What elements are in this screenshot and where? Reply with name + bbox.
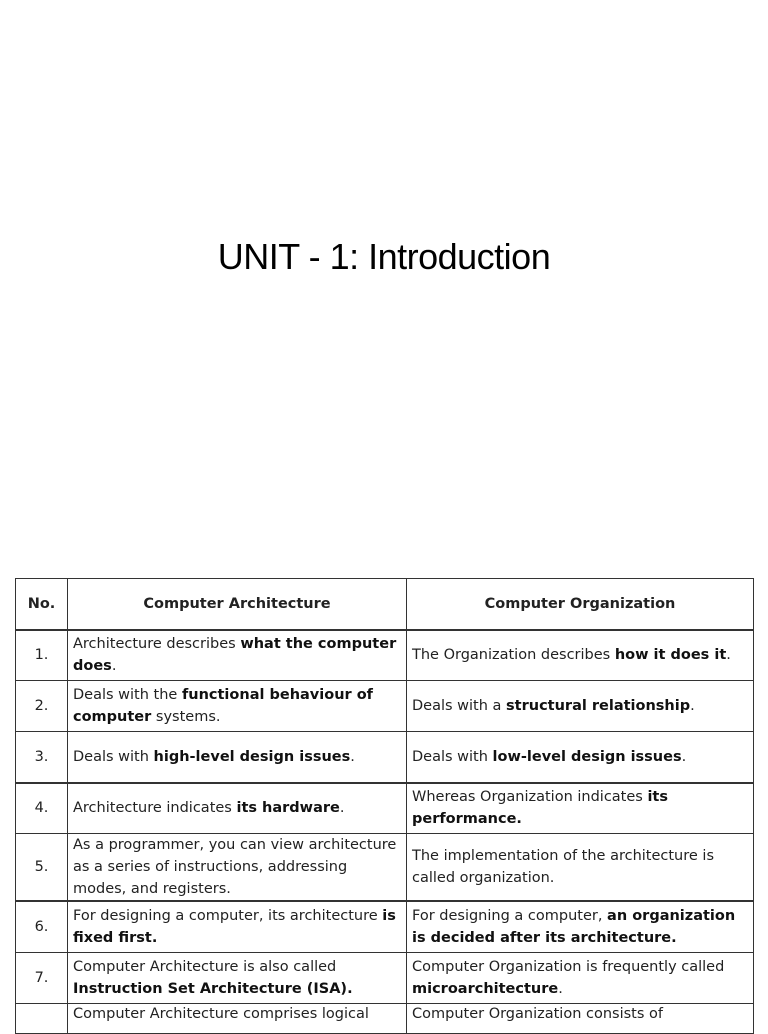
organization-cell	[407, 834, 754, 902]
organization-cell	[407, 1003, 754, 1033]
text: .	[726, 647, 731, 664]
text: Architecture describes	[73, 636, 241, 653]
text: Computer Architecture is also called	[73, 958, 337, 975]
table-row	[16, 732, 754, 783]
header-architecture: Computer Architecture	[68, 579, 407, 630]
bold-text: low-level design issues	[492, 748, 682, 765]
bold-text: an organization is decided after its architecture.	[412, 907, 736, 946]
text: Deals with a	[412, 698, 507, 714]
text: .	[350, 748, 355, 765]
text: .	[558, 980, 563, 997]
bold-text: Instruction Set Architecture (ISA).	[73, 980, 353, 997]
table-row	[16, 681, 754, 732]
text: Deals with	[73, 748, 154, 765]
organization-cell	[407, 901, 754, 952]
organization-cell	[407, 783, 754, 834]
comparison-table	[15, 578, 754, 1034]
text: Deals with the	[73, 687, 182, 703]
text: .	[339, 800, 345, 817]
architecture-cell	[68, 783, 407, 834]
bold-text: structural relationship	[506, 698, 691, 714]
row-number: 5.	[16, 834, 68, 902]
table-row	[16, 952, 754, 1003]
header-no: No.	[16, 579, 68, 630]
organization-cell	[407, 630, 754, 681]
text: Computer Architecture comprises logical	[73, 1005, 369, 1022]
organization-cell	[407, 732, 754, 783]
bold-text: its performance.	[412, 789, 668, 828]
text: systems.	[151, 709, 221, 725]
page-title: UNIT - 1: Introduction	[217, 236, 551, 277]
bold-text: high-level design issues	[153, 748, 351, 765]
row-number: 6.	[16, 901, 68, 952]
table-row	[16, 1003, 754, 1033]
row-number: 4.	[16, 783, 68, 834]
bold-text: functional behaviour of computer	[73, 687, 373, 725]
text: The Organization describes	[412, 647, 615, 664]
text: Deals with	[412, 748, 493, 765]
architecture-cell	[68, 952, 407, 1003]
text: Computer Organization is frequently called	[412, 958, 725, 975]
bold-text: is fixed first.	[73, 907, 396, 946]
text: Computer Organization consists of	[412, 1005, 663, 1022]
table-row	[16, 783, 754, 834]
architecture-cell	[68, 901, 407, 952]
organization-cell	[407, 952, 754, 1003]
text: .	[111, 658, 117, 675]
header-organization: Computer Organization	[407, 579, 754, 630]
table-row	[16, 834, 754, 902]
architecture-cell	[68, 681, 407, 732]
architecture-cell	[68, 732, 407, 783]
bold-text: what the computer does	[73, 636, 397, 675]
text: .	[690, 698, 695, 714]
table-header-row	[16, 579, 754, 630]
table-row	[16, 630, 754, 681]
text: Whereas Organization indicates	[412, 789, 648, 806]
row-number	[16, 1003, 68, 1033]
text: As a programmer, you can view architecture as a series of instructions, addressing modes, and registers.	[73, 837, 397, 897]
bold-text: microarchitecture	[412, 980, 559, 997]
text: The implementation of the architecture is called organization.	[412, 848, 714, 886]
architecture-cell	[68, 630, 407, 681]
row-number: 2.	[16, 681, 68, 732]
text: For designing a computer, its architecture	[73, 907, 383, 924]
architecture-cell	[68, 834, 407, 902]
row-number: 1.	[16, 630, 68, 681]
row-number: 7.	[16, 952, 68, 1003]
row-number: 3.	[16, 732, 68, 783]
architecture-cell	[68, 1003, 407, 1033]
organization-cell	[407, 681, 754, 732]
text: .	[681, 748, 687, 765]
table-row	[16, 901, 754, 952]
bold-text: how it does it	[614, 647, 727, 664]
bold-text: its hardware	[236, 800, 340, 817]
text: For designing a computer,	[412, 907, 608, 924]
text: Architecture indicates	[73, 800, 237, 817]
